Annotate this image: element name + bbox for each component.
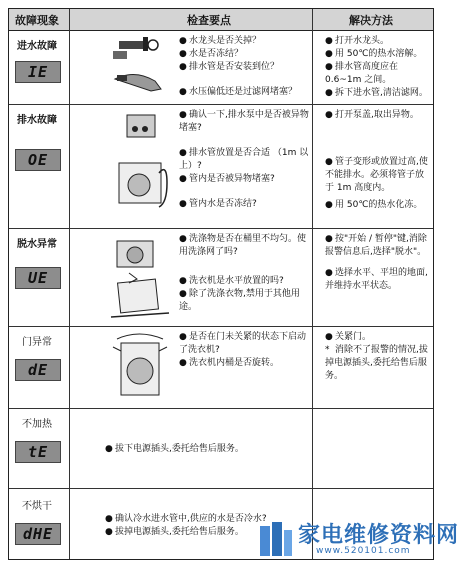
error-code-display: IE — [15, 61, 61, 83]
table-row — [9, 409, 433, 489]
check-list: ● 水龙头是否关掉？ ● 水是否冻结？ ● 排水管是否安装到位？ ● 水压偏低还是过滤网堵塞？ — [179, 36, 298, 97]
check-list: ● 确认冷水进水管中,供应的水是否冷水? ● 拔掉电源插头,委托给售后服务。 — [105, 514, 267, 537]
table-header — [9, 9, 433, 31]
table-row — [9, 327, 433, 409]
watermark — [256, 516, 459, 562]
fault-name: 不加热 — [22, 419, 52, 430]
door-illustration — [109, 333, 171, 403]
drain-pump-illustration — [109, 111, 171, 223]
header-solution: 解决方法 — [349, 14, 393, 27]
table-row — [9, 31, 433, 105]
faucet-illustration — [109, 35, 171, 95]
check-list: ● 拔下电源插头,委托给售后服务。 — [105, 444, 244, 454]
header-check: 检查要点 — [187, 14, 231, 27]
check-list: ● 洗涤物是否在桶里不均匀。使用洗涤网了吗? ● 洗衣机是水平放置的吗? ● 除了洗涤衣物,禁用于其他用途。 — [179, 234, 307, 312]
solution-list: ● 按"开始 / 暂停"键,消除报警信息后,选择"脱水"。 ● 选择水平、平坦的地面,并维持水平状态。 — [325, 234, 428, 291]
check-list: ● 是否在门未关紧的状态下启动了洗衣机? ● 洗衣机内桶是否旋转。 — [179, 332, 307, 368]
table-row — [9, 105, 433, 229]
watermark-logo-icon — [256, 520, 296, 560]
solution-list: ● 打开泵盖,取出异物。 ● 管子变形或放置过高,使不能排水。必须将管子放于 1m 高度内。 ● 用 50℃的热水化冻。 — [325, 110, 428, 210]
fault-name: 排水故障 — [17, 115, 57, 126]
header-fault: 故障现象 — [15, 14, 59, 27]
error-code-display: UE — [15, 267, 61, 289]
check-list: ● 确认一下,排水泵中是否被异物堵塞? ● 排水管放置是否合适 （1m 以上）? ● 管内是否被异物堵塞? ● 管内水是否冻结? — [179, 110, 309, 209]
watermark-url: www.520101.com — [316, 546, 411, 556]
solution-list: ● 关紧门。 * 消除不了报警的情况,拔掉电源插头,委托给售后服务。 — [325, 332, 428, 381]
fault-name: 脱水异常 — [17, 239, 57, 250]
fault-table — [8, 8, 434, 560]
washer-balance-illustration — [109, 233, 171, 323]
error-code-display: dE — [15, 359, 61, 381]
error-code-display: dHE — [15, 523, 61, 545]
table-row — [9, 229, 433, 327]
fault-name: 门异常 — [22, 337, 52, 348]
error-code-display: OE — [15, 149, 61, 171]
fault-name: 进水故障 — [17, 41, 57, 52]
error-code-display: tE — [15, 441, 61, 463]
watermark-brand: 家电维修资料网 — [298, 523, 459, 548]
solution-list: ● 打开水龙头。 ● 用 50℃的热水溶解。 ● 排水管高度应在 0.6~1m 之间。 ● 拆下进水管,清洁滤网。 — [325, 36, 428, 98]
fault-name: 不烘干 — [22, 501, 52, 512]
